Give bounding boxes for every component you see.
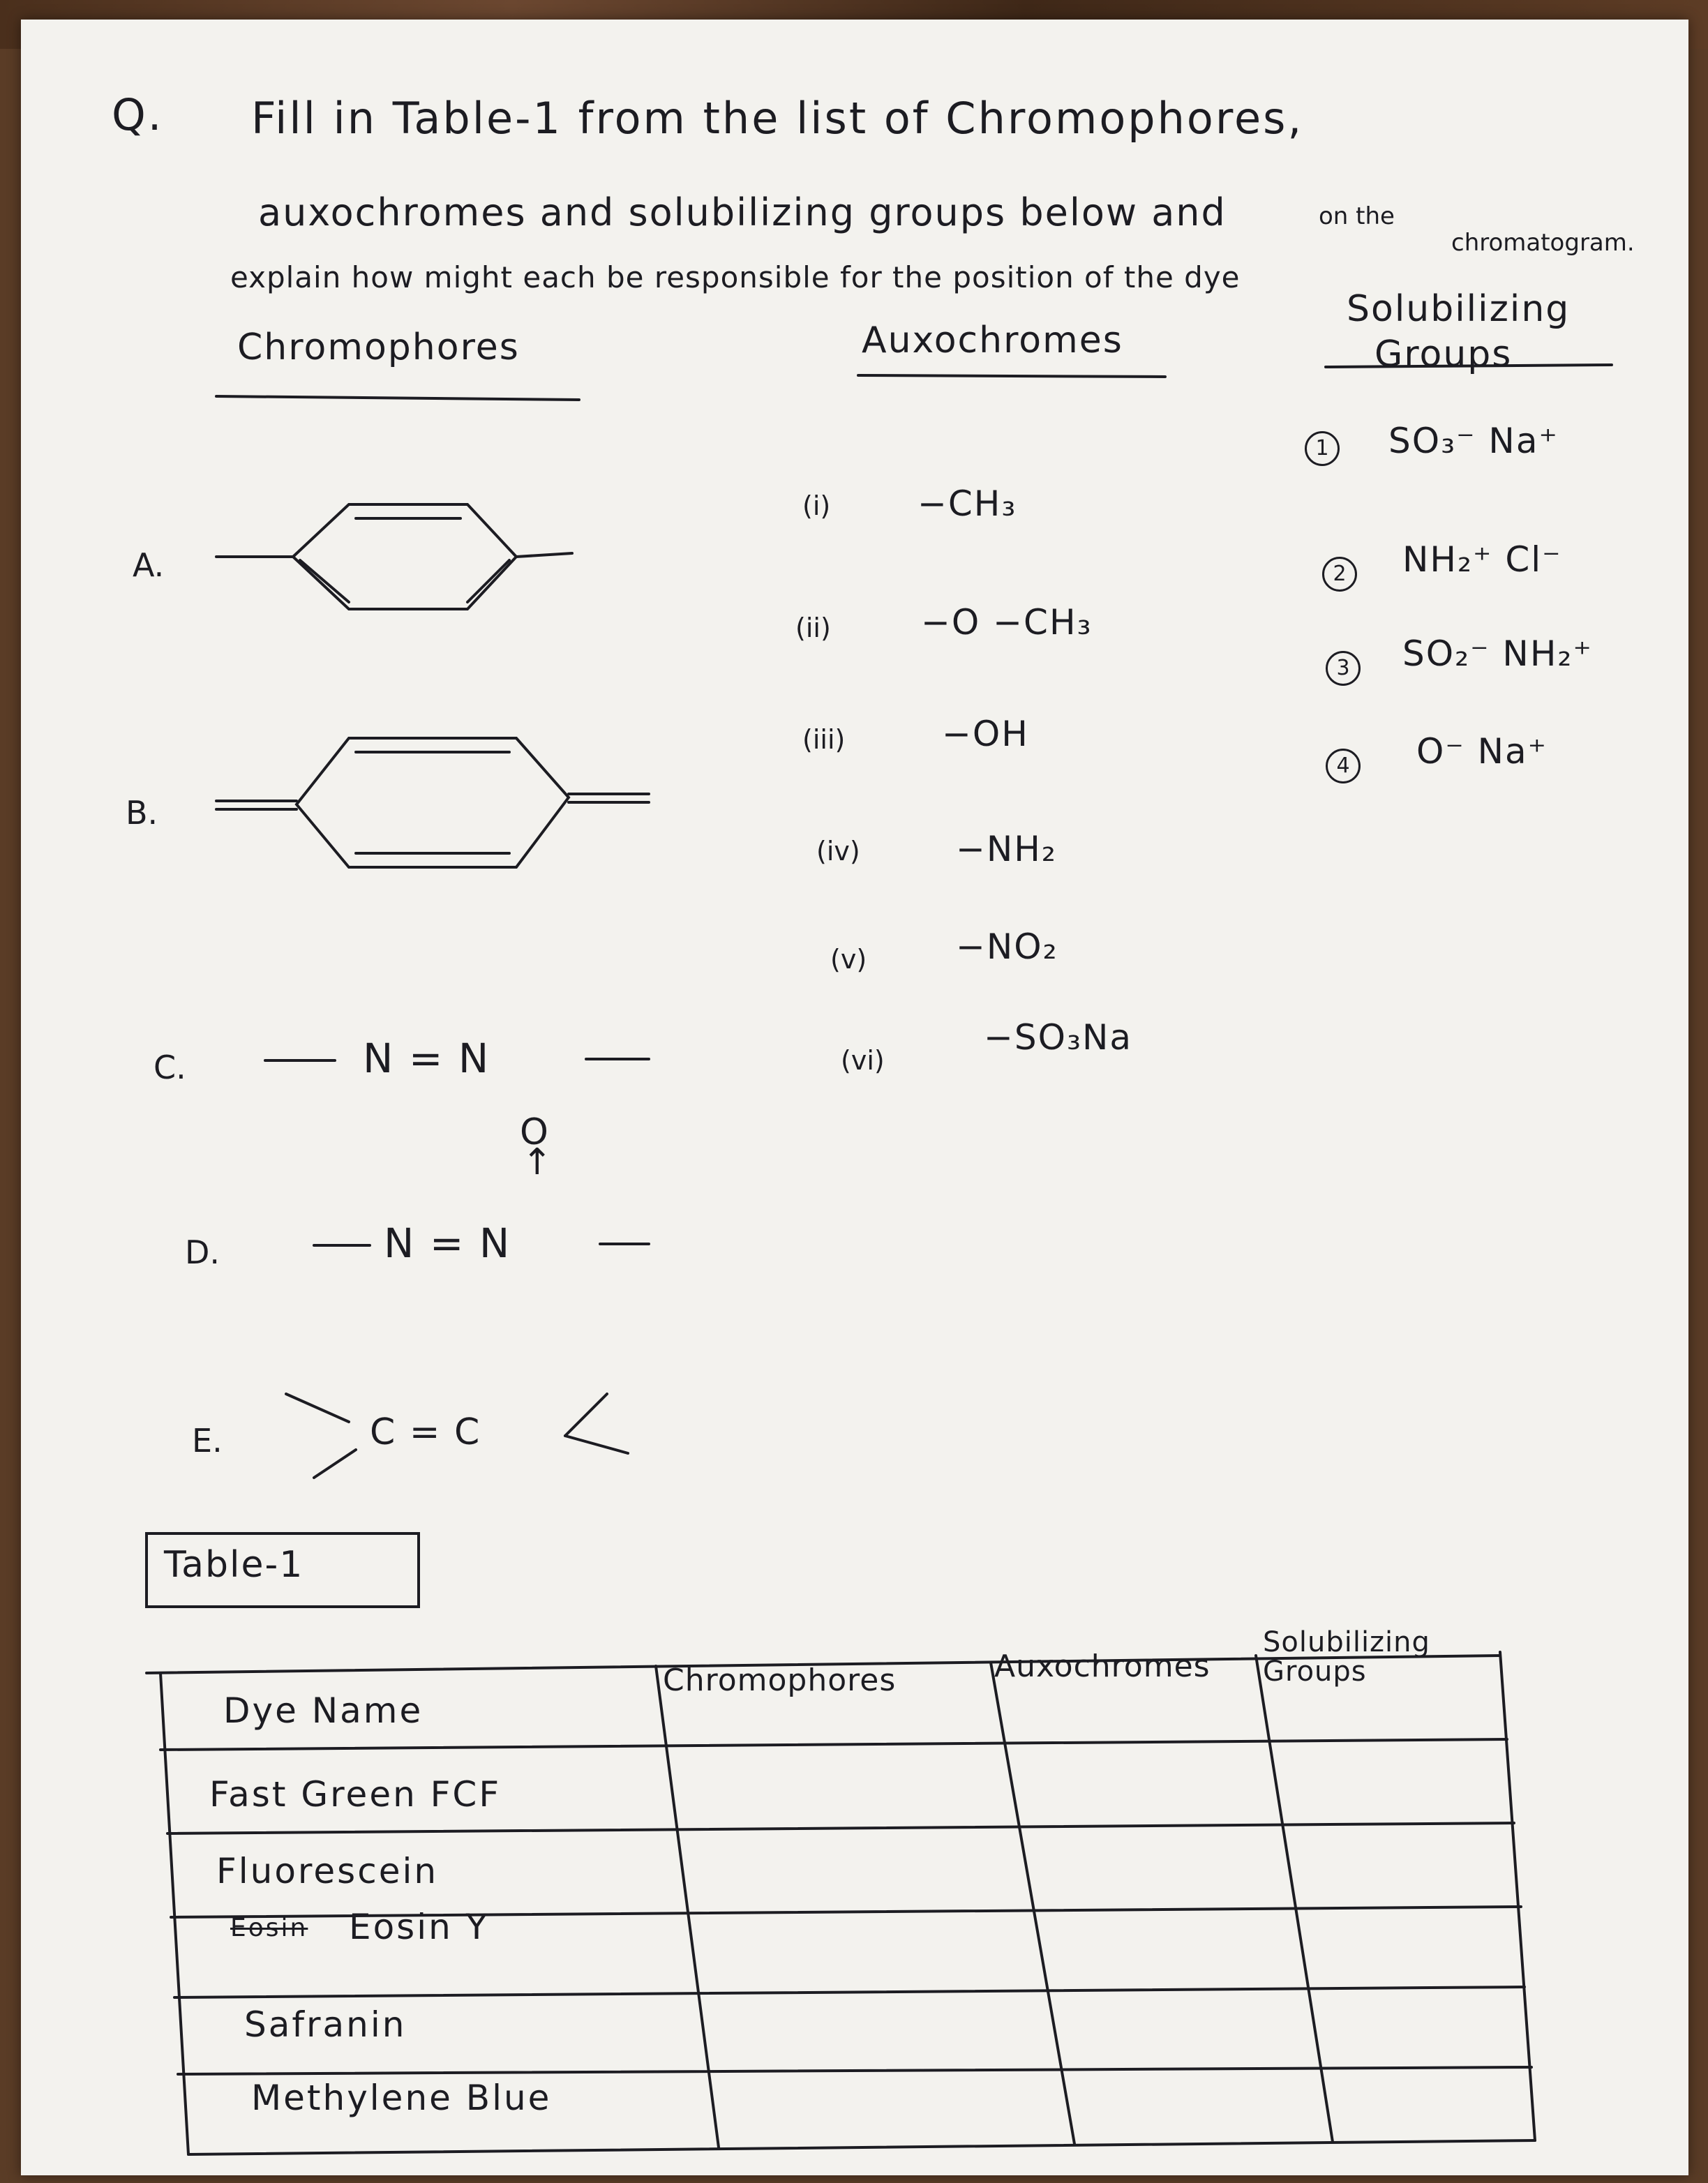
chromophore-d-formula: N = N: [384, 1220, 511, 1267]
auxochrome-num-1: (i): [802, 490, 831, 521]
table-row-dye-5: Methylene Blue: [251, 2078, 552, 2118]
table-row-line-1: [160, 1739, 1507, 1750]
question-line-2: auxochromes and solubilizing groups below and: [258, 190, 1227, 234]
header-auxochromes: Auxochromes: [862, 320, 1123, 361]
question-line-3: explain how might each be responsible for the position of the dye: [230, 260, 1241, 294]
auxochrome-num-2: (ii): [795, 613, 831, 643]
table-caption: Table-1: [164, 1544, 304, 1586]
header-chromophores: Chromophores: [237, 327, 520, 368]
auxochrome-group-2: −O −CH₃: [921, 602, 1093, 643]
ring-a: [293, 504, 516, 609]
question-line-1: Fill in Table-1 from the list of Chromophores,: [251, 93, 1304, 144]
auxochrome-num-3: (iii): [802, 724, 846, 755]
underline-solubilizing: [1326, 365, 1612, 367]
table-row-dye-3: Eosin Y: [349, 1907, 490, 1947]
e-bond-upper-left: [286, 1394, 349, 1422]
e-bond-upper-right: [565, 1394, 607, 1436]
auxochrome-num-6: (vi): [841, 1045, 885, 1076]
chromophore-label-c: C.: [153, 1049, 186, 1086]
chromophore-d-arrow: ↑: [522, 1141, 554, 1183]
underline-chromophores: [216, 396, 579, 400]
table-row-dye-4: Safranin: [244, 2004, 407, 2045]
underline-auxochromes: [858, 375, 1165, 377]
auxochrome-group-6: −SO₃Na: [984, 1017, 1133, 1058]
header-solubilizing-2: Groups: [1374, 333, 1513, 375]
table-row-line-2: [167, 1823, 1514, 1833]
chromophore-e-formula: C = C: [370, 1411, 481, 1453]
ring-a-double-2: [300, 560, 349, 602]
table-header-chromophores: Chromophores: [663, 1663, 897, 1698]
ring-a-double-3: [467, 560, 509, 602]
ring-b: [297, 738, 569, 867]
auxochrome-group-1: −CH₃: [917, 483, 1017, 524]
solubilizing-group-2: NH₂⁺ Cl⁻: [1402, 539, 1562, 580]
circled-number-1: 1: [1305, 431, 1340, 466]
solubilizing-group-3: SO₂⁻ NH₂⁺: [1402, 633, 1593, 674]
auxochrome-num-5: (v): [830, 944, 867, 975]
e-bond-lower-right: [565, 1436, 628, 1453]
auxochrome-group-3: −OH: [942, 714, 1029, 754]
question-superscript-1: on the: [1319, 202, 1395, 230]
solubilizing-group-1: SO₃⁻ Na⁺: [1388, 421, 1559, 461]
chromophore-c-formula: N = N: [363, 1035, 490, 1082]
ring-a-bond-right: [516, 553, 572, 557]
chromophore-d-oxygen: O: [520, 1111, 550, 1153]
table-col-line-1: [656, 1666, 719, 2147]
table-row-line-4: [174, 1987, 1525, 1997]
table-header-dye-name: Dye Name: [223, 1690, 424, 1731]
chromophore-label-a: A.: [133, 546, 165, 584]
e-bond-lower-left: [314, 1450, 356, 1478]
table-row-dye-1: Fast Green FCF: [209, 1774, 502, 1815]
table-row-dye-2: Fluorescein: [216, 1851, 439, 1891]
circled-number-4: 4: [1326, 749, 1361, 783]
auxochrome-group-4: −NH₂: [956, 829, 1057, 869]
chromophore-label-e: E.: [192, 1422, 223, 1460]
table-col-line-2: [991, 1663, 1074, 2144]
table-row-crossed-out: Eosin: [230, 1914, 308, 1942]
table-row-line-5: [178, 2067, 1531, 2074]
auxochrome-num-4: (iv): [816, 836, 860, 867]
chromophore-label-b: B.: [126, 794, 158, 832]
paper-sheet: [21, 20, 1688, 2175]
question-marker: Q.: [112, 89, 164, 140]
table-col-line-0: [160, 1673, 188, 2154]
auxochrome-group-5: −NO₂: [956, 927, 1058, 967]
question-superscript-2: chromatogram.: [1451, 229, 1635, 257]
chromophore-label-d: D.: [185, 1233, 220, 1271]
table-header-auxochromes: Auxochromes: [994, 1649, 1211, 1684]
circled-number-3: 3: [1326, 651, 1361, 686]
table-header-solubilizing: Solubilizing Groups: [1263, 1626, 1430, 1688]
solubilizing-group-4: O⁻ Na⁺: [1416, 731, 1548, 772]
header-solubilizing-1: Solubilizing: [1347, 288, 1571, 330]
circled-number-2: 2: [1322, 557, 1357, 592]
